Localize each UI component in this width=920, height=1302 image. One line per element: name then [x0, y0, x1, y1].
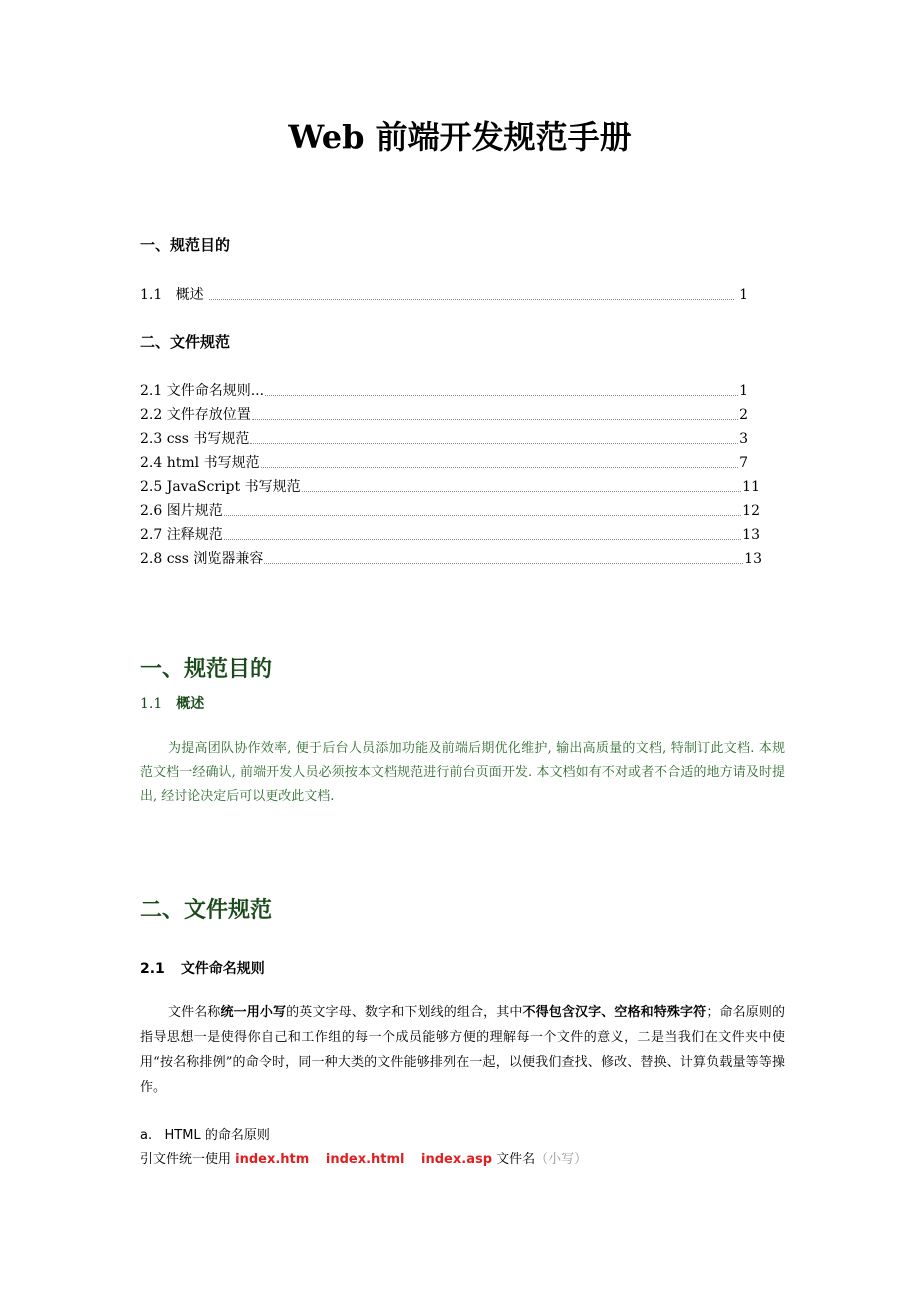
toc-entry-number: 1.1: [140, 287, 176, 303]
toc-entry-page: 2: [739, 407, 748, 423]
toc-leader-dots: [250, 443, 738, 444]
rule-suffix: 文件名: [492, 1152, 536, 1167]
toc-entry-label: css 书写规范: [166, 431, 250, 447]
subsection-number: 2.1: [140, 961, 165, 977]
toc-section-2-heading: 二、文件规范: [140, 333, 231, 351]
list-item-title-rest: 的命名原则: [200, 1128, 270, 1143]
toc-entry-page: 1: [734, 287, 748, 303]
toc-entry-page: 12: [742, 503, 760, 519]
toc-entry-label: 概述: [175, 287, 209, 303]
section-2-heading: 二、文件规范: [140, 898, 273, 923]
toc-leader-dots: [224, 515, 741, 516]
toc-entry-label: 图片规范: [166, 503, 223, 519]
toc-section-1-heading: 一、规范目的: [140, 236, 231, 254]
subsection-2-1-heading: [140, 958, 265, 978]
section-1-paragraph: 为提高团队协作效率, 便于后台人员添加功能及前端后期优化维护, 输出高质量的文档, 特制订此文档. 本规范文档一经确认, 前端开发人员必须按本文档规范进行前台页面开发. 本文档如有不对或者不合适的地方请及时提出, 经讨论决定后可以更改此文档.: [140, 741, 785, 804]
toc-entry-label: 注释规范: [166, 527, 223, 543]
toc-leader-dots: [261, 467, 739, 468]
toc-entry-2-2[interactable]: [140, 402, 748, 424]
paragraph-text: 的英文字母、数字和下划线的组合，其中: [286, 1005, 523, 1020]
toc-entry-label: 文件存放位置: [166, 407, 251, 423]
toc-leader-dots: [252, 419, 738, 420]
toc-entry-page: 11: [742, 479, 760, 495]
subsection-title: 概述: [176, 696, 205, 712]
toc-entry-number: 2.1: [140, 383, 167, 399]
toc-entry-label: html 书写规范: [166, 455, 260, 471]
subsection-1-1-heading: [140, 693, 204, 713]
filename-index-html: index.html: [325, 1152, 405, 1167]
rule-note: （小写）: [535, 1152, 588, 1167]
toc-entry-label: JavaScript 书写规范: [166, 479, 301, 495]
toc-entry-page: 13: [742, 527, 760, 543]
toc-entry-page: 13: [744, 551, 762, 567]
toc-entry-2-3[interactable]: [140, 426, 748, 448]
list-item-title-html: HTML: [164, 1128, 201, 1143]
index-file-rule: [140, 1150, 587, 1170]
toc-entry-number: 2.2: [140, 407, 167, 423]
paragraph-text: ；命名原则的指导思想一是使得你自己和工作组的每一个成员能够方便的理解每一个文件的意义，二是当我们在文件夹中使用“按名称排例”的命令时，同一种大类的文件能够排列在一起，以便我们查找、修改、替换、计算负载量等等操作。: [140, 1005, 785, 1095]
toc-leader-dots: [264, 563, 743, 564]
section-1-heading: 一、规范目的: [140, 657, 273, 682]
list-marker: a.: [140, 1128, 165, 1143]
emphasis-lowercase: 统一用小写: [220, 1005, 287, 1020]
toc-entry-page: 1: [739, 383, 748, 399]
filename-index-htm: index.htm: [235, 1152, 310, 1167]
list-item-a: [140, 1126, 270, 1146]
emphasis-forbidden-chars: 不得包含汉字、空格和特殊字符: [522, 1005, 707, 1020]
toc-leader-dots: [302, 491, 742, 492]
toc-entry-2-7[interactable]: [140, 522, 760, 544]
toc-entry-page: 3: [739, 431, 748, 447]
toc-leader-dots: [224, 539, 741, 540]
toc-entry-number: 2.8: [140, 551, 167, 567]
toc-leader-dots: [265, 395, 738, 396]
toc-entry-number: 2.6: [140, 503, 167, 519]
document-title: Web 前端开发规范手册: [288, 118, 632, 156]
filename-index-asp: index.asp: [421, 1152, 493, 1167]
toc-leader-dots: [209, 299, 734, 300]
paragraph-text: 文件名称: [168, 1005, 221, 1020]
toc-entry-2-8[interactable]: [140, 546, 762, 568]
toc-entry-page: 7: [739, 455, 748, 471]
toc-entry-2-1[interactable]: [140, 378, 748, 400]
section-2-1-paragraph: [140, 1000, 785, 1100]
toc-entry-label: 文件命名规则...: [166, 383, 265, 399]
toc-entry-label: css 浏览器兼容: [166, 551, 264, 567]
toc-entry-2-6[interactable]: [140, 498, 760, 520]
toc-entry-number: 2.5: [140, 479, 167, 495]
toc-entry-number: 2.7: [140, 527, 167, 543]
subsection-number: 1.1: [140, 696, 163, 712]
rule-prefix: 引文件统一使用: [140, 1152, 236, 1167]
toc-entry-2-4[interactable]: [140, 450, 748, 472]
subsection-title: 文件命名规则: [180, 961, 265, 977]
toc-entry-number: 2.3: [140, 431, 167, 447]
toc-entry-2-5[interactable]: [140, 474, 760, 496]
toc-entry-number: 2.4: [140, 455, 167, 471]
toc-entry-1-1[interactable]: [140, 282, 748, 304]
